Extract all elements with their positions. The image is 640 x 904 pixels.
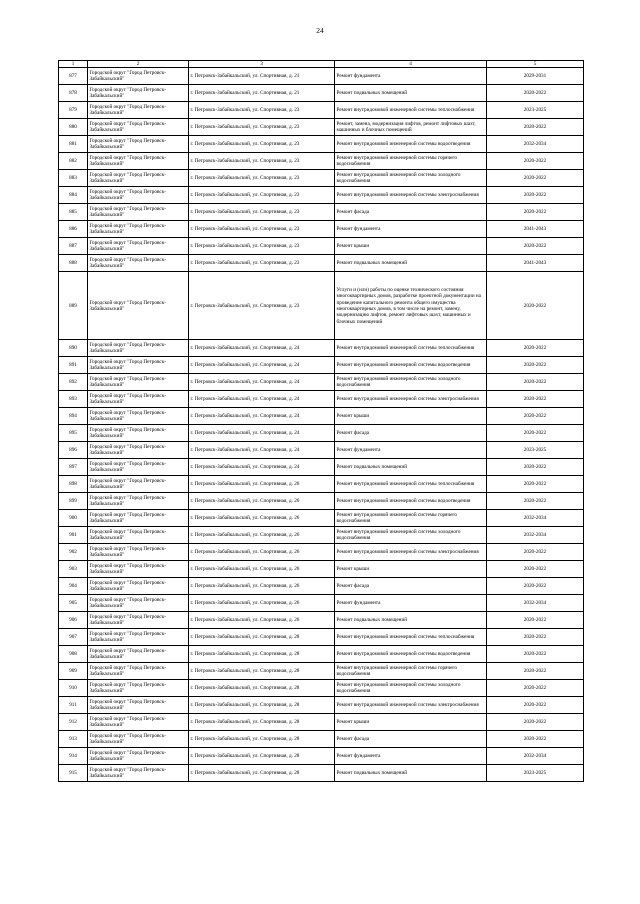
- cell-service-type: Ремонт фасада: [335, 204, 487, 221]
- cell-municipality: Городской округ "Город Петровск-Забайкальский": [88, 765, 189, 782]
- cell-address: г. Петровск-Забайкальский, ул. Спортивная, д. 28: [189, 629, 335, 646]
- cell-address: г. Петровск-Забайкальский, ул. Спортивная, д. 28: [189, 663, 335, 680]
- table-row: [59, 425, 584, 442]
- cell-address: г. Петровск-Забайкальский, ул. Спортивная, д. 23: [189, 170, 335, 187]
- cell-service-type: Ремонт крыши: [335, 714, 487, 731]
- table-row: [59, 748, 584, 765]
- cell-service-type: Ремонт подвальных помещений: [335, 765, 487, 782]
- cell-municipality: Городской округ "Город Петровск-Забайкальский": [88, 629, 189, 646]
- cell-service-type: Ремонт внутридомовой инженерной системы электроснабжения: [335, 187, 487, 204]
- cell-municipality: Городской округ "Город Петровск-Забайкальский": [88, 85, 189, 102]
- cell-address: г. Петровск-Забайкальский, ул. Спортивная, д. 26: [189, 578, 335, 595]
- cell-address: г. Петровск-Забайкальский, ул. Спортивная, д. 23: [189, 204, 335, 221]
- cell-municipality: Городской округ "Город Петровск-Забайкальский": [88, 442, 189, 459]
- cell-service-type: Ремонт внутридомовой инженерной системы водоотведения: [335, 493, 487, 510]
- cell-service-type: Ремонт внутридомовой инженерной системы теплоснабжения: [335, 476, 487, 493]
- cell-municipality: Городской округ "Город Петровск-Забайкальский": [88, 255, 189, 272]
- cell-row-number: 911: [59, 697, 88, 714]
- cell-period: 2032-2034: [487, 136, 584, 153]
- table-row: [59, 102, 584, 119]
- cell-row-number: 885: [59, 204, 88, 221]
- cell-address: г. Петровск-Забайкальский, ул. Спортивная, д. 24: [189, 408, 335, 425]
- cell-address: г. Петровск-Забайкальский, ул. Спортивная, д. 23: [189, 255, 335, 272]
- cell-row-number: 907: [59, 629, 88, 646]
- cell-address: г. Петровск-Забайкальский, ул. Спортивная, д. 24: [189, 459, 335, 476]
- table-row: [59, 697, 584, 714]
- cell-municipality: Городской округ "Город Петровск-Забайкальский": [88, 731, 189, 748]
- table-row: [59, 629, 584, 646]
- cell-service-type: Ремонт внутридомовой инженерной системы водоотведения: [335, 646, 487, 663]
- cell-row-number: 910: [59, 680, 88, 697]
- cell-period: 2020-2022: [487, 119, 584, 136]
- cell-period: 2020-2022: [487, 391, 584, 408]
- cell-row-number: 880: [59, 119, 88, 136]
- cell-period: 2020-2022: [487, 561, 584, 578]
- page-number: 24: [316, 26, 324, 35]
- cell-municipality: Городской округ "Город Петровск-Забайкальский": [88, 595, 189, 612]
- cell-period: 2020-2022: [487, 697, 584, 714]
- table-row: [59, 510, 584, 527]
- cell-period: 2020-2022: [487, 425, 584, 442]
- table-row: [59, 680, 584, 697]
- cell-period: 2032-2034: [487, 527, 584, 544]
- cell-municipality: Городской округ "Город Петровск-Забайкальский": [88, 187, 189, 204]
- cell-service-type: Ремонт подвальных помещений: [335, 255, 487, 272]
- cell-service-type: Ремонт фасада: [335, 425, 487, 442]
- cell-address: г. Петровск-Забайкальский, ул. Спортивная, д. 23: [189, 221, 335, 238]
- cell-address: г. Петровск-Забайкальский, ул. Спортивная, д. 24: [189, 442, 335, 459]
- table-row: [59, 527, 584, 544]
- cell-address: г. Петровск-Забайкальский, ул. Спортивная, д. 28: [189, 714, 335, 731]
- cell-address: г. Петровск-Забайкальский, ул. Спортивная, д. 28: [189, 697, 335, 714]
- table-row: [59, 238, 584, 255]
- cell-row-number: 888: [59, 255, 88, 272]
- header-cell-2: 2: [88, 61, 189, 68]
- cell-municipality: Городской округ "Город Петровск-Забайкальский": [88, 544, 189, 561]
- cell-address: г. Петровск-Забайкальский, ул. Спортивная, д. 23: [189, 136, 335, 153]
- table-row: [59, 612, 584, 629]
- table-row: [59, 714, 584, 731]
- cell-municipality: Городской округ "Город Петровск-Забайкальский": [88, 612, 189, 629]
- table-row: [59, 374, 584, 391]
- cell-period: 2032-2034: [487, 748, 584, 765]
- cell-municipality: Городской округ "Город Петровск-Забайкальский": [88, 408, 189, 425]
- cell-address: г. Петровск-Забайкальский, ул. Спортивная, д. 24: [189, 357, 335, 374]
- header-row: [59, 61, 584, 68]
- cell-row-number: 883: [59, 170, 88, 187]
- cell-address: г. Петровск-Забайкальский, ул. Спортивная, д. 26: [189, 476, 335, 493]
- cell-municipality: Городской округ "Город Петровск-Забайкальский": [88, 221, 189, 238]
- header-cell-3: 3: [189, 61, 335, 68]
- table-row: [59, 170, 584, 187]
- cell-municipality: Городской округ "Город Петровск-Забайкальский": [88, 204, 189, 221]
- cell-period: 2020-2022: [487, 629, 584, 646]
- cell-address: г. Петровск-Забайкальский, ул. Спортивная, д. 26: [189, 493, 335, 510]
- cell-row-number: 884: [59, 187, 88, 204]
- cell-municipality: Городской округ "Город Петровск-Забайкальский": [88, 153, 189, 170]
- cell-address: г. Петровск-Забайкальский, ул. Спортивная, д. 26: [189, 612, 335, 629]
- cell-municipality: Городской округ "Город Петровск-Забайкальский": [88, 425, 189, 442]
- table-row: [59, 391, 584, 408]
- table-row: [59, 221, 584, 238]
- cell-period: 2020-2022: [487, 85, 584, 102]
- cell-address: г. Петровск-Забайкальский, ул. Спортивная, д. 23: [189, 272, 335, 340]
- cell-row-number: 895: [59, 425, 88, 442]
- cell-address: г. Петровск-Забайкальский, ул. Спортивная, д. 23: [189, 187, 335, 204]
- cell-row-number: 914: [59, 748, 88, 765]
- capital-repair-table: [58, 60, 584, 782]
- cell-row-number: 890: [59, 340, 88, 357]
- cell-service-type: Ремонт фундамента: [335, 221, 487, 238]
- table-row: [59, 85, 584, 102]
- cell-municipality: Городской округ "Город Петровск-Забайкальский": [88, 119, 189, 136]
- cell-service-type: Услуги и (или) работы по оценке технического состояния многоквартирных домов, разработке проектной документации на проведение капитального ремонта общего имущества многоквартирных домов, в том числе на ремонт, замену, модернизацию лифтов, ремонт лифтовых шахт, машинных и блочных помещений: [335, 272, 487, 340]
- cell-address: г. Петровск-Забайкальский, ул. Спортивная, д. 21: [189, 68, 335, 85]
- cell-address: г. Петровск-Забайкальский, ул. Спортивная, д. 24: [189, 391, 335, 408]
- cell-row-number: 889: [59, 272, 88, 340]
- cell-row-number: 912: [59, 714, 88, 731]
- cell-service-type: Ремонт фундамента: [335, 442, 487, 459]
- table-row: [59, 578, 584, 595]
- cell-municipality: Городской округ "Город Петровск-Забайкальский": [88, 680, 189, 697]
- cell-municipality: Городской округ "Город Петровск-Забайкальский": [88, 748, 189, 765]
- cell-row-number: 897: [59, 459, 88, 476]
- cell-period: 2041-2043: [487, 221, 584, 238]
- cell-row-number: 891: [59, 357, 88, 374]
- table-row: [59, 595, 584, 612]
- cell-municipality: Городской округ "Город Петровск-Забайкальский": [88, 102, 189, 119]
- cell-period: 2020-2022: [487, 408, 584, 425]
- table-body: [59, 68, 584, 782]
- cell-service-type: Ремонт внутридомовой инженерной системы водоотведения: [335, 357, 487, 374]
- cell-period: 2020-2022: [487, 340, 584, 357]
- cell-service-type: Ремонт подвальных помещений: [335, 612, 487, 629]
- cell-row-number: 898: [59, 476, 88, 493]
- table-row: [59, 153, 584, 170]
- cell-period: 2023-2025: [487, 765, 584, 782]
- cell-period: 2020-2022: [487, 680, 584, 697]
- table-row: [59, 646, 584, 663]
- cell-address: г. Петровск-Забайкальский, ул. Спортивная, д. 23: [189, 102, 335, 119]
- cell-period: 2020-2022: [487, 272, 584, 340]
- cell-address: г. Петровск-Забайкальский, ул. Спортивная, д. 23: [189, 153, 335, 170]
- cell-service-type: Ремонт крыши: [335, 561, 487, 578]
- cell-row-number: 905: [59, 595, 88, 612]
- cell-municipality: Городской округ "Город Петровск-Забайкальский": [88, 646, 189, 663]
- cell-service-type: Ремонт фасада: [335, 731, 487, 748]
- cell-service-type: Ремонт фасада: [335, 578, 487, 595]
- cell-service-type: Ремонт подвальных помещений: [335, 85, 487, 102]
- table-row: [59, 136, 584, 153]
- cell-period: 2020-2022: [487, 204, 584, 221]
- cell-period: 2020-2022: [487, 187, 584, 204]
- cell-address: г. Петровск-Забайкальский, ул. Спортивная, д. 28: [189, 680, 335, 697]
- cell-address: г. Петровск-Забайкальский, ул. Спортивная, д. 26: [189, 510, 335, 527]
- table-row: [59, 493, 584, 510]
- cell-address: г. Петровск-Забайкальский, ул. Спортивная, д. 26: [189, 595, 335, 612]
- cell-row-number: 892: [59, 374, 88, 391]
- table-row: [59, 765, 584, 782]
- cell-service-type: Ремонт внутридомовой инженерной системы горячего водоснабжения: [335, 510, 487, 527]
- cell-period: 2020-2022: [487, 459, 584, 476]
- cell-period: 2020-2022: [487, 238, 584, 255]
- cell-row-number: 909: [59, 663, 88, 680]
- cell-municipality: Городской округ "Город Петровск-Забайкальский": [88, 357, 189, 374]
- table-row: [59, 561, 584, 578]
- header-cell-1: 1: [59, 61, 88, 68]
- cell-row-number: 904: [59, 578, 88, 595]
- cell-service-type: Ремонт фундамента: [335, 68, 487, 85]
- table-row: [59, 272, 584, 340]
- header-cell-4: 4: [335, 61, 487, 68]
- cell-municipality: Городской округ "Город Петровск-Забайкальский": [88, 170, 189, 187]
- cell-period: 2020-2022: [487, 170, 584, 187]
- cell-municipality: Городской округ "Город Петровск-Забайкальский": [88, 714, 189, 731]
- table-row: [59, 255, 584, 272]
- cell-period: 2023-2025: [487, 102, 584, 119]
- cell-period: 2020-2022: [487, 646, 584, 663]
- cell-period: 2020-2022: [487, 714, 584, 731]
- cell-municipality: Городской округ "Город Петровск-Забайкальский": [88, 391, 189, 408]
- cell-address: г. Петровск-Забайкальский, ул. Спортивная, д. 24: [189, 340, 335, 357]
- table-row: [59, 459, 584, 476]
- cell-municipality: Городской округ "Город Петровск-Забайкальский": [88, 272, 189, 340]
- table-row: [59, 187, 584, 204]
- cell-municipality: Городской округ "Город Петровск-Забайкальский": [88, 68, 189, 85]
- cell-row-number: 877: [59, 68, 88, 85]
- cell-row-number: 896: [59, 442, 88, 459]
- cell-service-type: Ремонт фундамента: [335, 748, 487, 765]
- cell-service-type: Ремонт внутридомовой инженерной системы холодного водоснабжения: [335, 527, 487, 544]
- cell-period: 2020-2022: [487, 493, 584, 510]
- cell-municipality: Городской округ "Город Петровск-Забайкальский": [88, 527, 189, 544]
- cell-address: г. Петровск-Забайкальский, ул. Спортивная, д. 26: [189, 544, 335, 561]
- cell-service-type: Ремонт внутридомовой инженерной системы электроснабжения: [335, 391, 487, 408]
- cell-service-type: Ремонт подвальных помещений: [335, 459, 487, 476]
- cell-address: г. Петровск-Забайкальский, ул. Спортивная, д. 28: [189, 731, 335, 748]
- cell-municipality: Городской округ "Город Петровск-Забайкальский": [88, 374, 189, 391]
- cell-period: 2032-2034: [487, 510, 584, 527]
- cell-row-number: 901: [59, 527, 88, 544]
- cell-row-number: 903: [59, 561, 88, 578]
- cell-address: г. Петровск-Забайкальский, ул. Спортивная, д. 26: [189, 527, 335, 544]
- cell-service-type: Ремонт внутридомовой инженерной системы холодного водоснабжения: [335, 170, 487, 187]
- cell-municipality: Городской округ "Город Петровск-Забайкальский": [88, 136, 189, 153]
- cell-row-number: 900: [59, 510, 88, 527]
- cell-period: 2029-2031: [487, 68, 584, 85]
- cell-row-number: 899: [59, 493, 88, 510]
- cell-row-number: 879: [59, 102, 88, 119]
- cell-row-number: 915: [59, 765, 88, 782]
- cell-service-type: Ремонт внутридомовой инженерной системы горячего водоснабжения: [335, 153, 487, 170]
- cell-municipality: Городской округ "Город Петровск-Забайкальский": [88, 510, 189, 527]
- cell-row-number: 906: [59, 612, 88, 629]
- cell-municipality: Городской округ "Город Петровск-Забайкальский": [88, 663, 189, 680]
- cell-municipality: Городской округ "Город Петровск-Забайкальский": [88, 561, 189, 578]
- cell-municipality: Городской округ "Город Петровск-Забайкальский": [88, 340, 189, 357]
- cell-period: 2020-2022: [487, 731, 584, 748]
- table-row: [59, 663, 584, 680]
- cell-period: 2032-2034: [487, 595, 584, 612]
- cell-service-type: Ремонт внутридомовой инженерной системы теплоснабжения: [335, 340, 487, 357]
- cell-service-type: Ремонт внутридомовой инженерной системы холодного водоснабжения: [335, 374, 487, 391]
- cell-period: 2020-2022: [487, 357, 584, 374]
- table-row: [59, 544, 584, 561]
- cell-address: г. Петровск-Забайкальский, ул. Спортивная, д. 26: [189, 561, 335, 578]
- cell-municipality: Городской округ "Город Петровск-Забайкальский": [88, 697, 189, 714]
- cell-address: г. Петровск-Забайкальский, ул. Спортивная, д. 23: [189, 119, 335, 136]
- cell-service-type: Ремонт, замена, модернизация лифтов, ремонт лифтовых шахт, машинных и блочных помещений: [335, 119, 487, 136]
- cell-row-number: 881: [59, 136, 88, 153]
- cell-row-number: 908: [59, 646, 88, 663]
- cell-municipality: Городской округ "Город Петровск-Забайкальский": [88, 238, 189, 255]
- cell-address: г. Петровск-Забайкальский, ул. Спортивная, д. 24: [189, 425, 335, 442]
- cell-service-type: Ремонт фундамента: [335, 595, 487, 612]
- cell-municipality: Городской округ "Город Петровск-Забайкальский": [88, 476, 189, 493]
- cell-row-number: 878: [59, 85, 88, 102]
- cell-service-type: Ремонт внутридомовой инженерной системы горячего водоснабжения: [335, 663, 487, 680]
- cell-period: 2020-2022: [487, 476, 584, 493]
- cell-period: 2023-2025: [487, 442, 584, 459]
- cell-row-number: 913: [59, 731, 88, 748]
- cell-service-type: Ремонт внутридомовой инженерной системы теплоснабжения: [335, 102, 487, 119]
- cell-period: 2020-2022: [487, 374, 584, 391]
- cell-service-type: Ремонт внутридомовой инженерной системы электроснабжения: [335, 544, 487, 561]
- cell-address: г. Петровск-Забайкальский, ул. Спортивная, д. 28: [189, 765, 335, 782]
- cell-row-number: 902: [59, 544, 88, 561]
- cell-row-number: 887: [59, 238, 88, 255]
- table-row: [59, 731, 584, 748]
- table-row: [59, 357, 584, 374]
- cell-address: г. Петровск-Забайкальский, ул. Спортивная, д. 28: [189, 748, 335, 765]
- table-row: [59, 68, 584, 85]
- table-row: [59, 442, 584, 459]
- table-row: [59, 408, 584, 425]
- table-row: [59, 476, 584, 493]
- cell-row-number: 882: [59, 153, 88, 170]
- cell-municipality: Городской округ "Город Петровск-Забайкальский": [88, 459, 189, 476]
- table-row: [59, 340, 584, 357]
- table-row: [59, 119, 584, 136]
- cell-period: 2041-2043: [487, 255, 584, 272]
- cell-municipality: Городской округ "Город Петровск-Забайкальский": [88, 578, 189, 595]
- cell-row-number: 886: [59, 221, 88, 238]
- cell-period: 2020-2022: [487, 153, 584, 170]
- cell-period: 2020-2022: [487, 578, 584, 595]
- cell-period: 2020-2022: [487, 663, 584, 680]
- cell-row-number: 894: [59, 408, 88, 425]
- cell-municipality: Городской округ "Город Петровск-Забайкальский": [88, 493, 189, 510]
- cell-service-type: Ремонт крыши: [335, 238, 487, 255]
- cell-row-number: 893: [59, 391, 88, 408]
- cell-service-type: Ремонт внутридомовой инженерной системы водоотведения: [335, 136, 487, 153]
- cell-service-type: Ремонт крыши: [335, 408, 487, 425]
- cell-address: г. Петровск-Забайкальский, ул. Спортивная, д. 24: [189, 374, 335, 391]
- cell-address: г. Петровск-Забайкальский, ул. Спортивная, д. 23: [189, 238, 335, 255]
- cell-period: 2020-2022: [487, 544, 584, 561]
- header-cell-5: 5: [487, 61, 584, 68]
- cell-service-type: Ремонт внутридомовой инженерной системы холодного водоснабжения: [335, 680, 487, 697]
- cell-address: г. Петровск-Забайкальский, ул. Спортивная, д. 21: [189, 85, 335, 102]
- cell-period: 2020-2022: [487, 612, 584, 629]
- cell-service-type: Ремонт внутридомовой инженерной системы теплоснабжения: [335, 629, 487, 646]
- cell-address: г. Петровск-Забайкальский, ул. Спортивная, д. 28: [189, 646, 335, 663]
- table-row: [59, 204, 584, 221]
- cell-service-type: Ремонт внутридомовой инженерной системы электроснабжения: [335, 697, 487, 714]
